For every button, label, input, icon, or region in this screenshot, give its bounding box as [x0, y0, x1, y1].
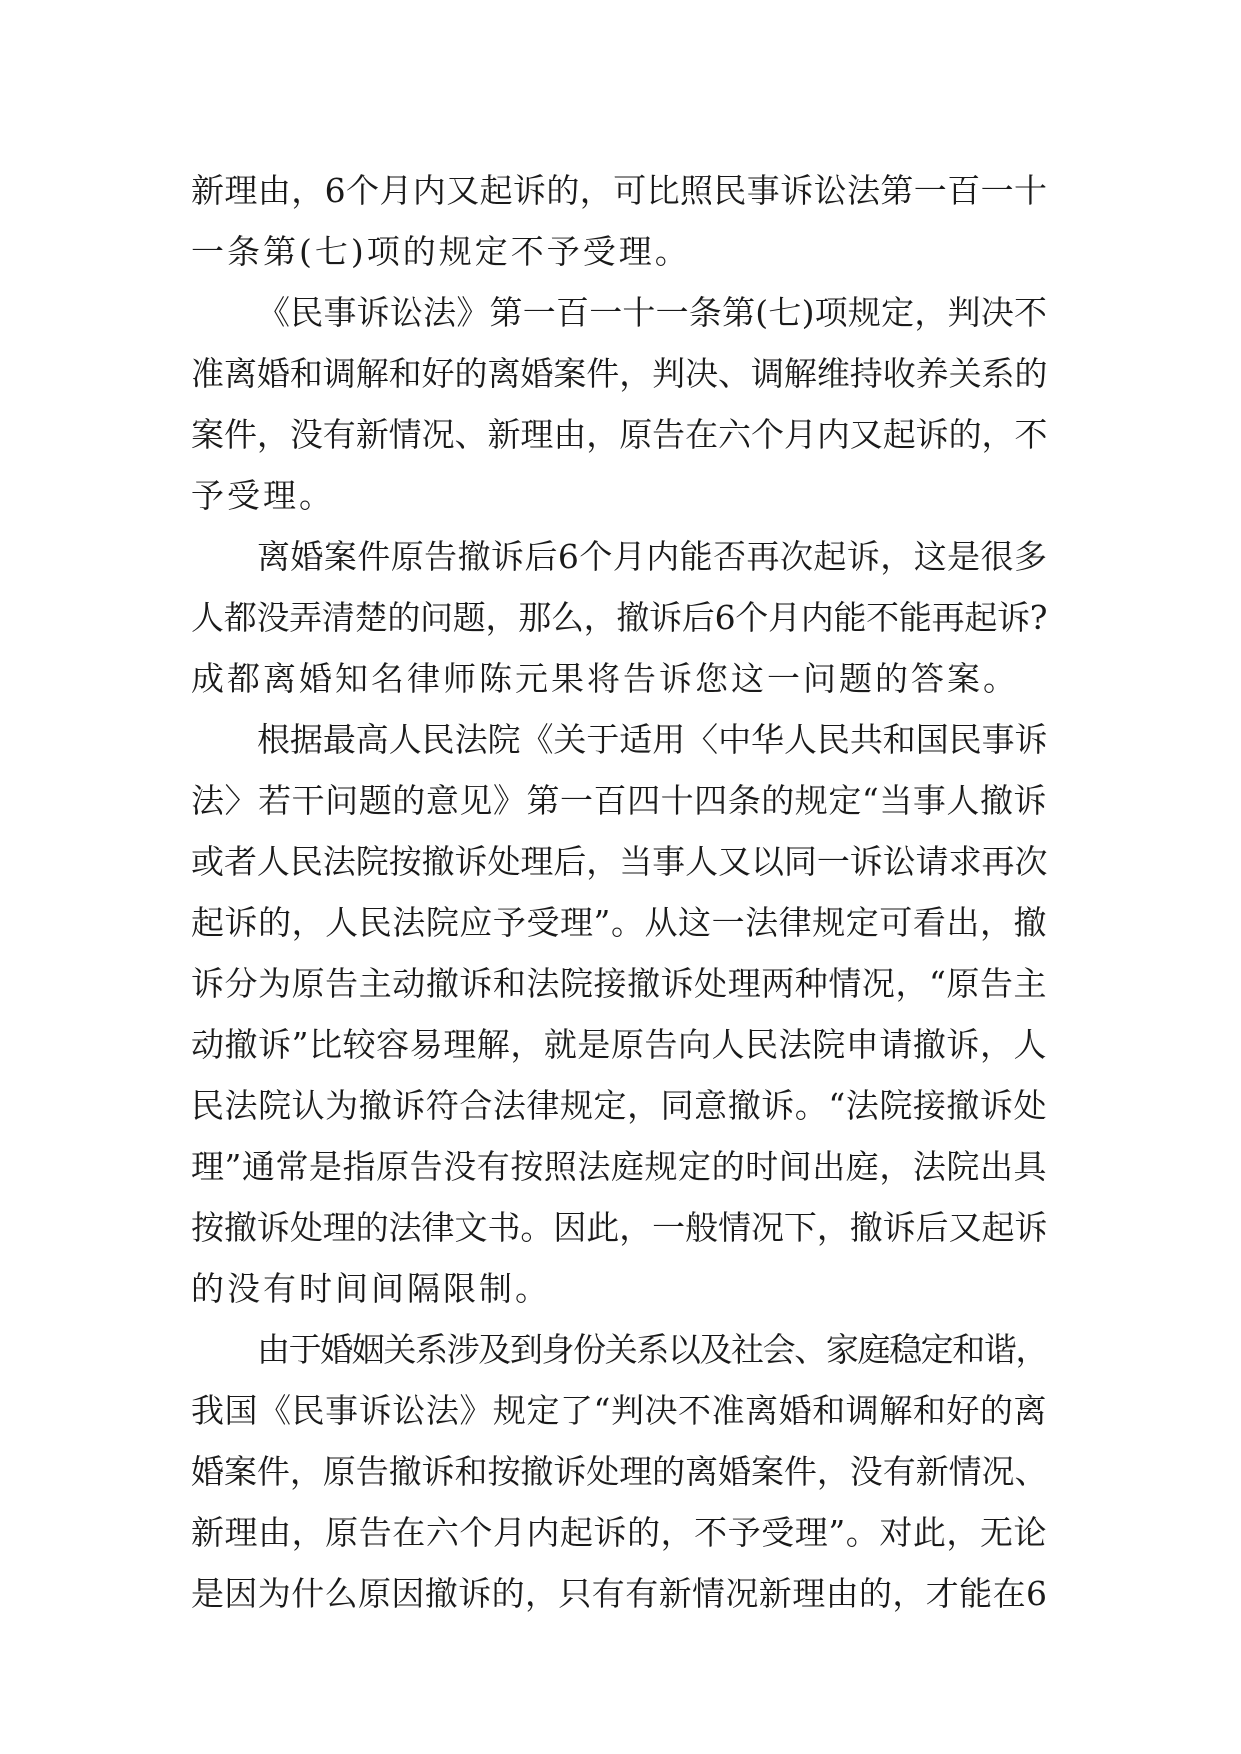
- text-line: 根据最高人民法院《关于适用〈中华人民共和国民事诉: [257, 720, 1047, 759]
- text-line: 的没有时间间隔限制。: [191, 1269, 551, 1308]
- text-line: 准离婚和调解和好的离婚案件，判决、调解维持收养关系的: [191, 354, 1047, 393]
- text-line: 予受理。: [191, 476, 335, 515]
- text-line: 是因为什么原因撤诉的，只有有新情况新理由的，才能在6: [191, 1574, 1047, 1613]
- text-line: 或者人民法院按撤诉处理后，当事人又以同一诉讼请求再次: [191, 842, 1047, 881]
- text-line: 一条第(七)项的规定不予受理。: [191, 232, 691, 271]
- paragraph-3: [191, 526, 1047, 709]
- text-line: 理”通常是指原告没有按照法庭规定的时间出庭，法院出具: [191, 1147, 1047, 1186]
- text-line: 起诉的，人民法院应予受理”。从这一法律规定可看出，撤: [191, 903, 1047, 942]
- text-line: 动撤诉”比较容易理解，就是原告向人民法院申请撤诉，人: [191, 1025, 1047, 1064]
- text-line: 《民事诉讼法》第一百一十一条第(七)项规定，判决不: [257, 293, 1047, 332]
- text-line: 按撤诉处理的法律文书。因此，一般情况下，撤诉后又起诉: [191, 1208, 1047, 1247]
- text-line: 诉分为原告主动撤诉和法院接撤诉处理两种情况，“原告主: [191, 964, 1047, 1003]
- text-line: 由于婚姻关系涉及到身份关系以及社会、家庭稳定和谐，: [257, 1330, 1047, 1369]
- paragraph-4: [191, 709, 1047, 1319]
- paragraph-5: [191, 1319, 1047, 1624]
- text-line: 我国《民事诉讼法》规定了“判决不准离婚和调解和好的离: [191, 1391, 1047, 1430]
- paragraph-2: [191, 282, 1047, 526]
- document-body: [191, 160, 1047, 1624]
- text-line: 民法院认为撤诉符合法律规定，同意撤诉。“法院接撤诉处: [191, 1086, 1047, 1125]
- text-line: 离婚案件原告撤诉后6个月内能否再次起诉，这是很多: [257, 537, 1047, 576]
- text-line: 法〉若干问题的意见》第一百四十四条的规定“当事人撤诉: [191, 781, 1047, 820]
- text-line: 人都没弄清楚的问题，那么，撤诉后6个月内能不能再起诉?: [191, 598, 1047, 637]
- text-line: 婚案件，原告撤诉和按撤诉处理的离婚案件，没有新情况、: [191, 1452, 1047, 1491]
- text-line: 新理由，原告在六个月内起诉的，不予受理”。对此，无论: [191, 1513, 1047, 1552]
- paragraph-1: [191, 160, 1047, 282]
- text-line: 新理由，6个月内又起诉的，可比照民事诉讼法第一百一十: [191, 171, 1047, 210]
- text-line: 成都离婚知名律师陈元果将告诉您这一问题的答案。: [191, 659, 1019, 698]
- text-line: 案件，没有新情况、新理由，原告在六个月内又起诉的，不: [191, 415, 1047, 454]
